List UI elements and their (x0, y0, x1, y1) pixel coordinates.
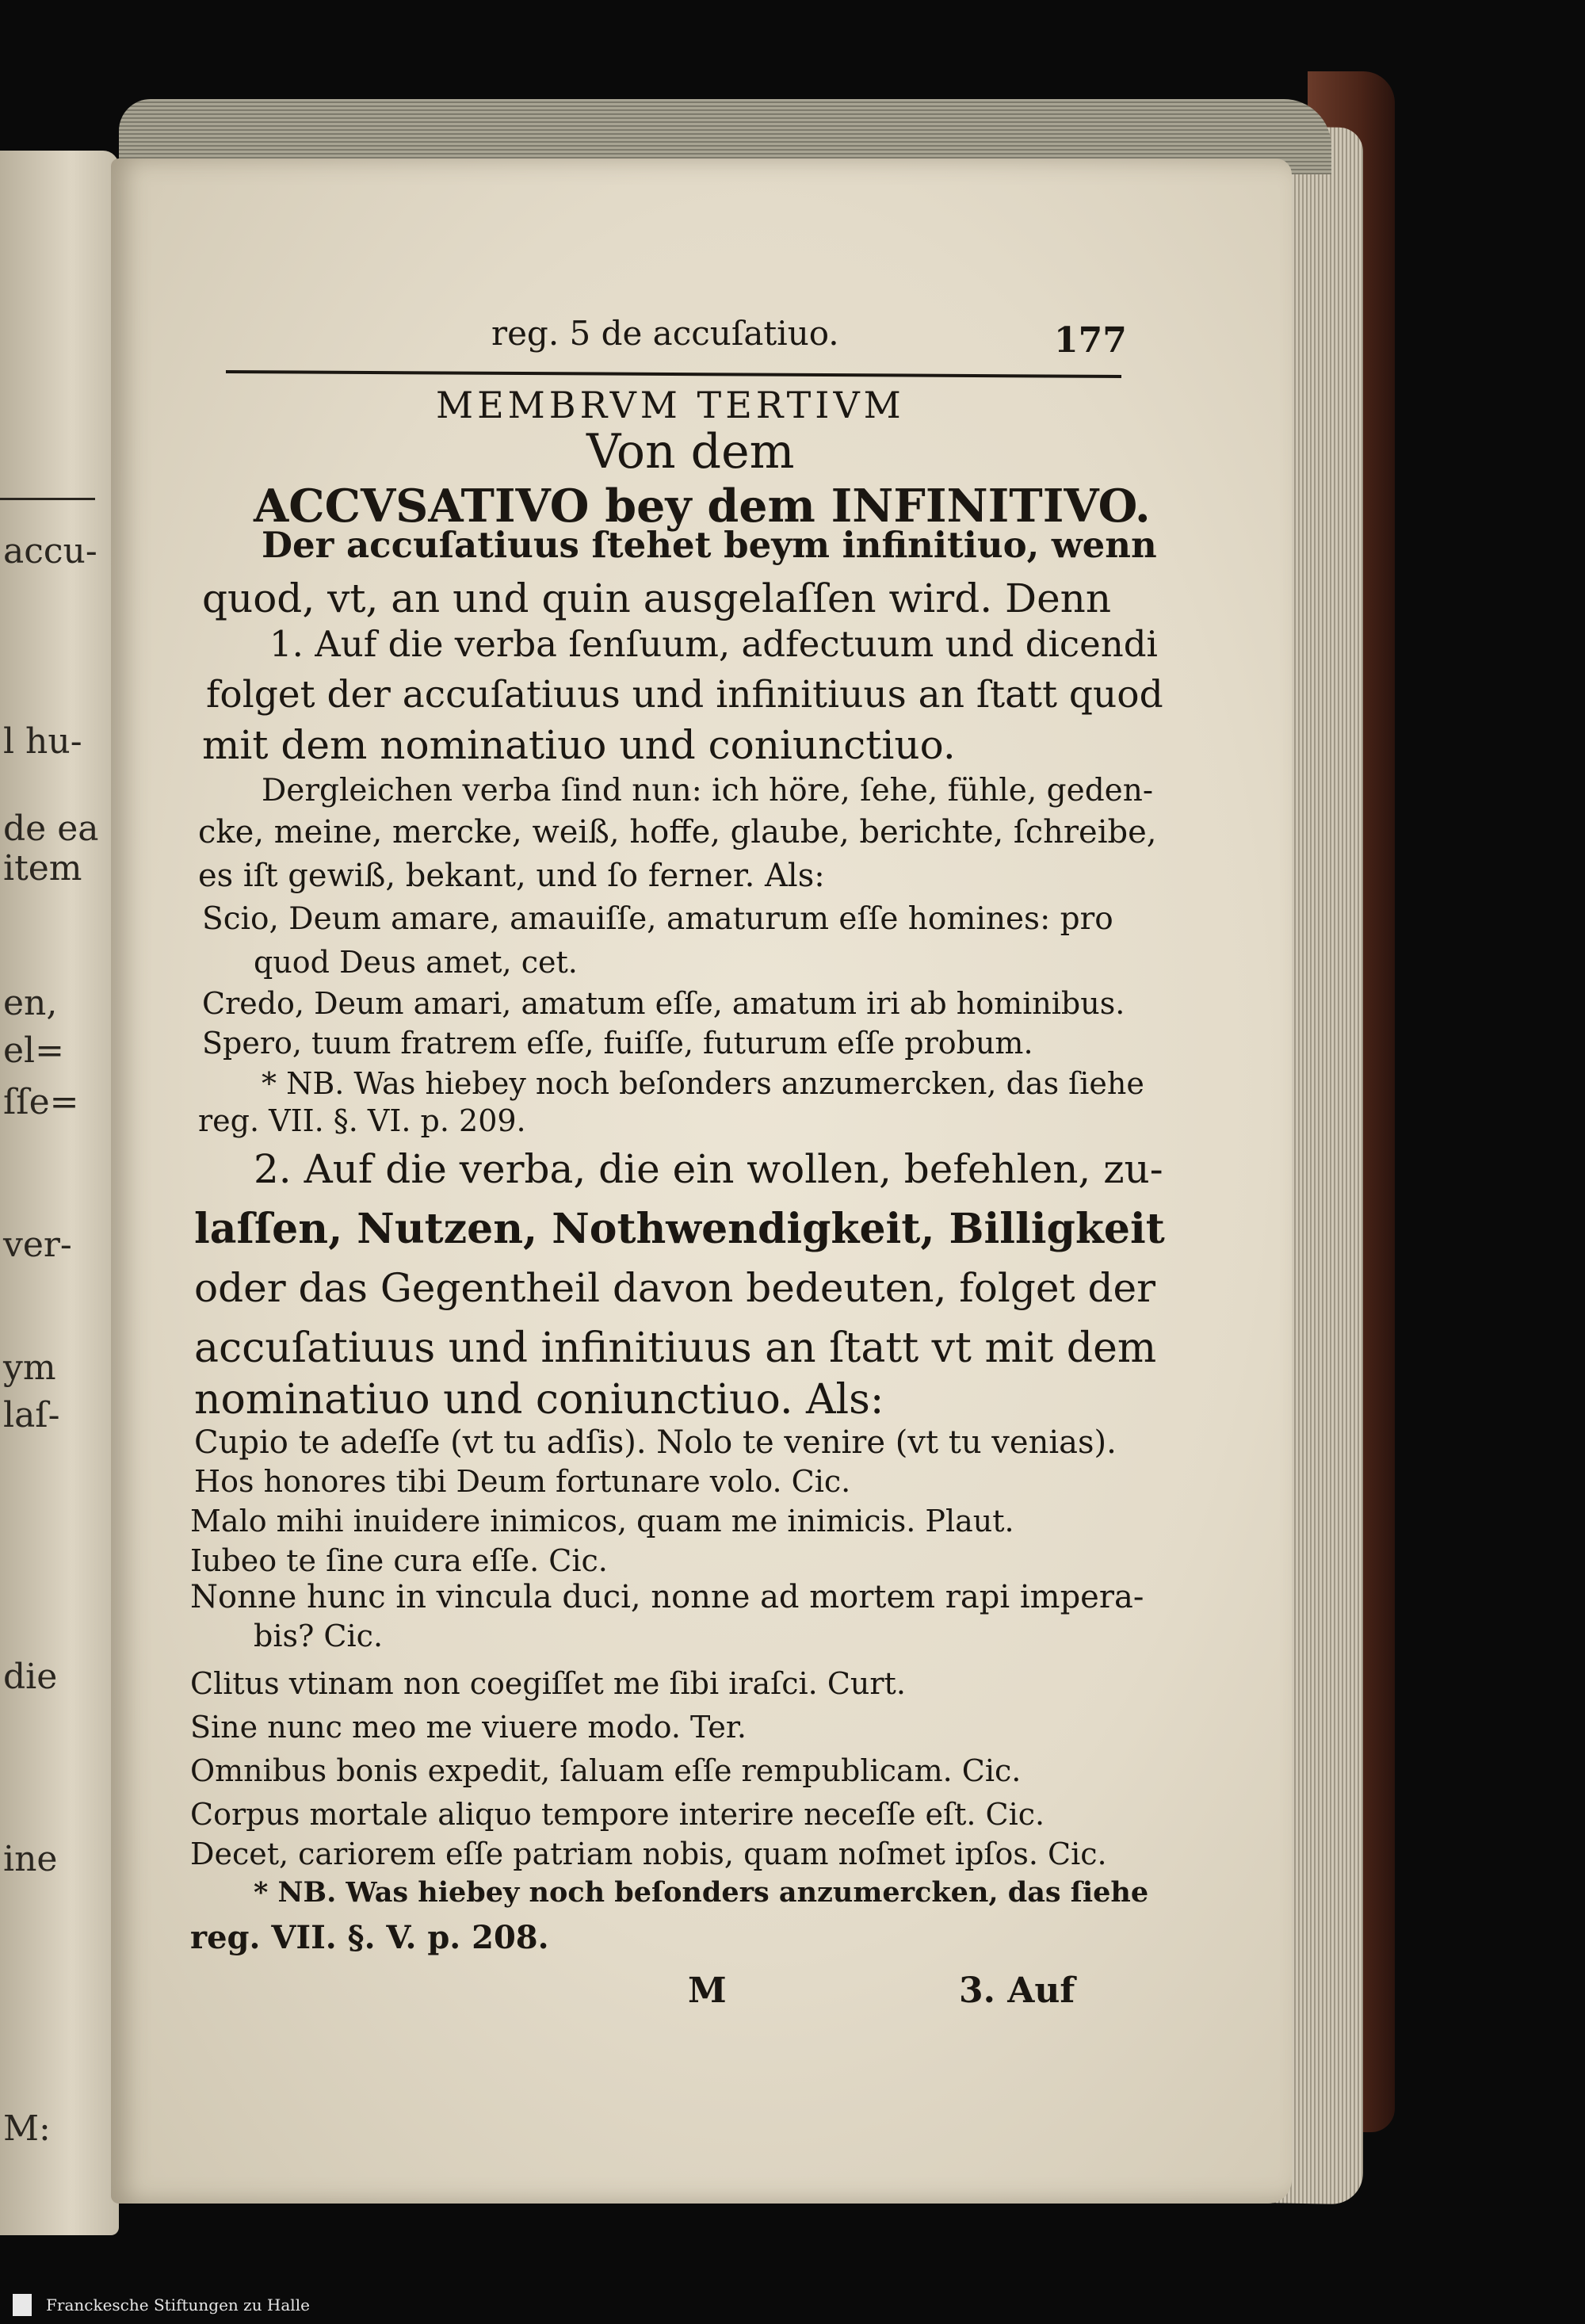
left-fragment: accu- (3, 531, 97, 571)
body-line: 2. Auf die verba, die ein wollen, befehlen, zu- (254, 1146, 1163, 1192)
body-line: cke, meine, mercke, weiß, hoffe, glaube, berichte, ſchreibe, (198, 814, 1157, 850)
left-fragment: l hu- (3, 721, 82, 762)
body-line: Cupio te adeſſe (vt tu adſis). Nolo te venire (vt tu venias). (194, 1424, 1117, 1461)
body-line: oder das Gegentheil davon bedeuten, folget der (194, 1265, 1155, 1311)
left-fragment: de ea (3, 808, 99, 849)
body-line: es iſt gewiß, bekant, und ſo ferner. Als: (198, 858, 825, 894)
body-line: Corpus mortale aliquo tempore interire neceſſe eſt. Cic. (190, 1797, 1045, 1832)
left-fragment: item (3, 848, 82, 889)
body-line: Iubeo te ſine cura eſſe. Cic. (190, 1543, 608, 1578)
left-fragment: ine (3, 1839, 58, 1879)
body-line: quod Deus amet, cet. (254, 945, 578, 980)
left-fragment: ſſe= (3, 1082, 79, 1122)
body-line: Der accuſatiuus ſtehet beym infinitiuo, wenn (262, 524, 1157, 566)
page-number: 177 (1054, 320, 1127, 361)
running-head: reg. 5 de accuſatiuo. (491, 314, 839, 353)
body-line: bis? Cic. (254, 1619, 384, 1653)
left-fragment: el= (3, 1030, 64, 1071)
left-fragment: en, (3, 983, 58, 1023)
left-fragment: laſ- (3, 1395, 60, 1435)
body-line: Credo, Deum amari, amatum eſſe, amatum iri ab hominibus. (202, 986, 1125, 1021)
body-line: Hos honores tibi Deum fortunare volo. Cic. (194, 1464, 851, 1499)
left-page (0, 151, 119, 2235)
body-line: * NB. Was hiebey noch beſonders anzumercken, das ſiehe (262, 1066, 1144, 1101)
section-heading: ACCVSATIVO bey dem INFINITIVO. (254, 480, 1151, 533)
body-line: Clitus vtinam non coegiſſet me ſibi iraſci. Curt. (190, 1666, 906, 1701)
body-line: Dergleichen verba ſind nun: ich höre, ſehe, fühle, geden- (262, 773, 1154, 808)
body-line: quod, vt, an und quin ausgelaſſen wird. Denn (202, 575, 1112, 621)
body-line: Scio, Deum amare, amauiſſe, amaturum eſſe homines: pro (202, 901, 1113, 937)
body-line: folget der accuſatiuus und infinitiuus an ſtatt quod (206, 673, 1163, 717)
section-title: MEMBRVM TERTIVM (436, 384, 905, 426)
body-line: Sine nunc meo me viuere modo. Ter. (190, 1710, 747, 1745)
body-line: Omnibus bonis expedit, ſaluam eſſe rempublicam. Cic. (190, 1753, 1022, 1788)
body-line: laſſen, Nutzen, Nothwendigkeit, Billigkeit (194, 1205, 1165, 1253)
credit-text: Franckesche Stiftungen zu Halle (46, 2295, 310, 2314)
body-line: accuſatiuus und infinitiuus an ſtatt vt mit dem (194, 1324, 1157, 1372)
body-line: mit dem nominatiuo und coniunctiuo. (202, 722, 956, 768)
signature-mark: M (688, 1970, 727, 2011)
body-line: Nonne hunc in vincula duci, nonne ad mortem rapi impera- (190, 1579, 1144, 1615)
section-subtitle: Von dem (586, 424, 795, 480)
left-fragment: ver- (3, 1225, 72, 1265)
left-fragment: ym (3, 1347, 56, 1388)
body-line: Spero, tuum fratrem eſſe, fuiſſe, futurum eſſe probum. (202, 1026, 1033, 1061)
left-page-rule (0, 498, 95, 500)
left-fragment: M: (3, 2108, 51, 2149)
body-line: 1. Auf die verba ſenſuum, adfectuum und dicendi (269, 623, 1158, 665)
body-line: nominatiuo und coniunctiuo. Als: (194, 1376, 884, 1424)
institution-logo-icon (13, 2294, 32, 2316)
body-line: * NB. Was hiebey noch beſonders anzumercken, das ſiehe (254, 1876, 1149, 1909)
body-line: reg. VII. §. VI. p. 209. (198, 1103, 526, 1138)
left-fragment: die (3, 1657, 58, 1697)
body-line: reg. VII. §. V. p. 208. (190, 1919, 549, 1956)
catchword: 3. Auf (959, 1970, 1075, 2011)
body-line: Decet, cariorem eſſe patriam nobis, quam noſmet ipſos. Cic. (190, 1837, 1107, 1871)
body-line: Malo mihi inuidere inimicos, quam me inimicis. Plaut. (190, 1504, 1014, 1539)
